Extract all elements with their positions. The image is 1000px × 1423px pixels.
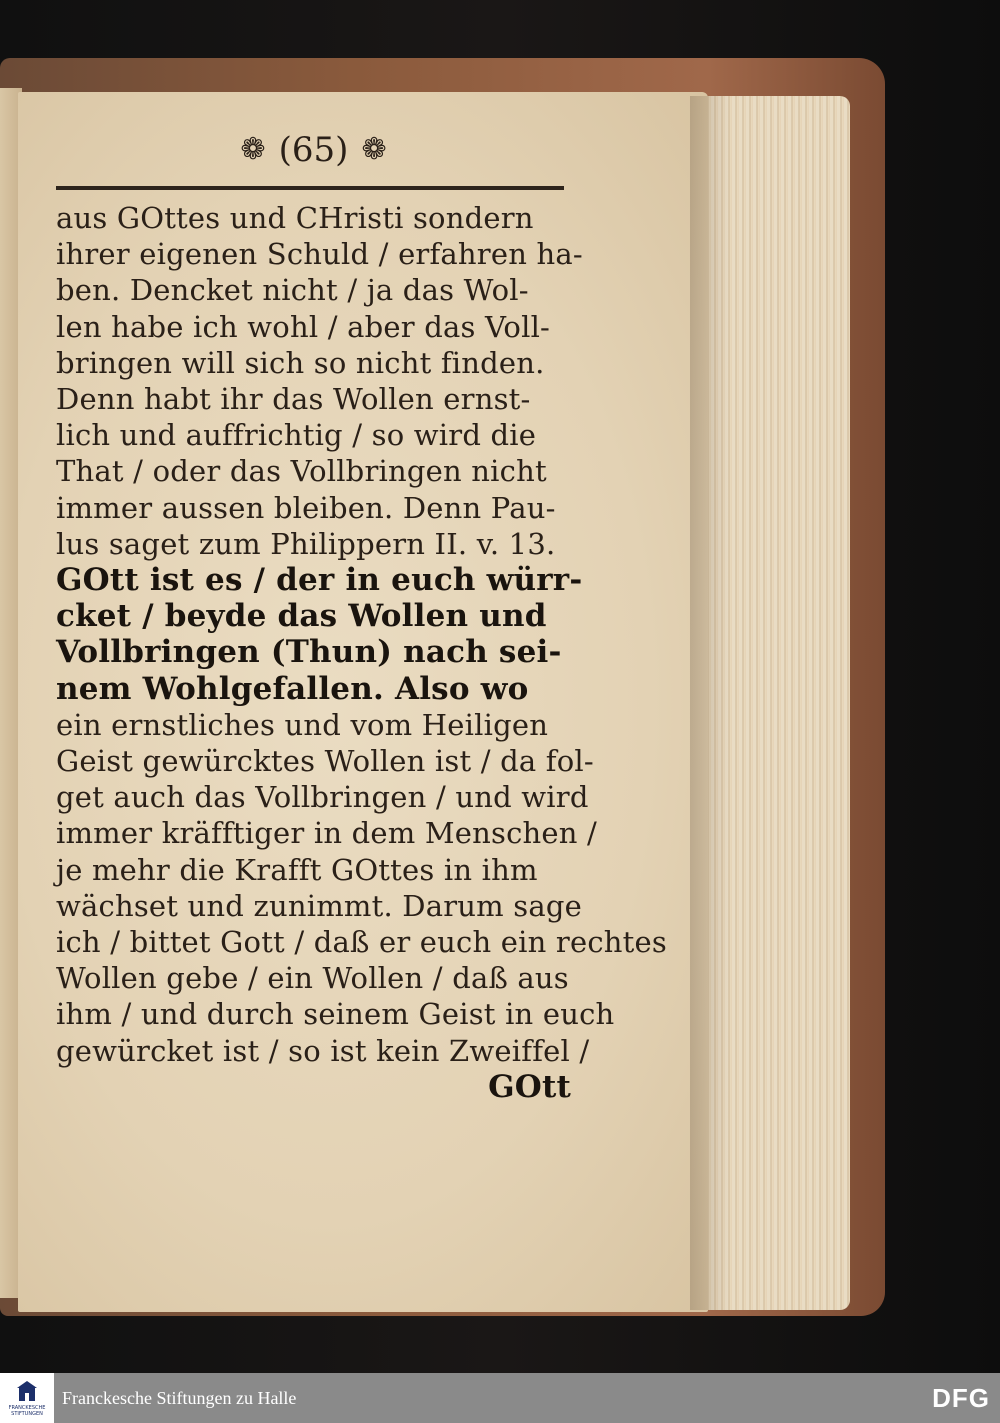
- institution-logo[interactable]: [0, 1373, 54, 1423]
- page-header: [56, 130, 571, 176]
- text-line: ihrer eigenen Schuld / erfahren ha-: [56, 237, 583, 272]
- text-line: immer kräfftiger in dem Menschen /: [56, 816, 598, 851]
- flower-ornament-icon: ❁: [361, 132, 387, 167]
- book-page: [18, 92, 708, 1312]
- header-rule: [56, 186, 564, 190]
- text-line: GOtt ist es / der in euch würr-: [56, 562, 583, 598]
- text-line: nem Wohlgefallen. Also wo: [56, 670, 529, 707]
- text-line: je mehr die Krafft GOttes in ihm: [56, 852, 538, 887]
- gutter-shadow: [690, 96, 730, 1310]
- text-line: bringen will sich so nicht finden.: [56, 345, 545, 380]
- text-line: ben. Dencket nicht / ja das Wol-: [56, 273, 529, 308]
- text-line: Wollen gebe / ein Wollen / daß aus: [56, 961, 569, 996]
- text-line: ihm / und durch seinem Geist in euch: [56, 997, 615, 1032]
- catchword: GOtt: [488, 1068, 571, 1105]
- page-number: (65): [278, 130, 349, 170]
- text-line: That / oder das Vollbringen nicht: [56, 454, 547, 489]
- text-line: ich / bittet Gott / daß er euch ein rechtes: [56, 925, 667, 959]
- dfg-logo[interactable]: DFG: [932, 1383, 990, 1413]
- footer-bar: [0, 1373, 1000, 1423]
- text-line: Geist gewürcktes Wollen ist / da fol-: [56, 744, 594, 778]
- text-line: ein ernstliches und vom Heiligen: [56, 707, 549, 742]
- text-line: cket / beyde das Wollen und: [56, 598, 547, 635]
- text-line: lich und auffrichtig / so wird die: [56, 418, 537, 453]
- orphanage-building-icon: [15, 1379, 39, 1403]
- text-line: aus GOttes und CHristi sondern: [56, 201, 534, 235]
- text-line: gewürcket ist / so ist kein Zweiffel /: [56, 1033, 590, 1068]
- text-line: wächset und zunimmt. Darum sage: [56, 888, 582, 923]
- text-line: get auch das Vollbringen / und wird: [56, 780, 589, 815]
- text-line: Vollbringen (Thun) nach sei-: [56, 634, 562, 671]
- text-line: lus saget zum Philippern II. v. 13.: [56, 526, 556, 561]
- text-line: immer aussen bleiben. Denn Pau-: [56, 490, 556, 525]
- flower-ornament-icon: ❁: [240, 132, 266, 167]
- text-line: Denn habt ihr das Wollen ernst-: [56, 382, 531, 416]
- footer-label: Franckesche Stiftungen zu Halle: [62, 1388, 297, 1408]
- text-line: len habe ich wohl / aber das Voll-: [56, 309, 551, 344]
- logo-text: FRANCKESCHE STIFTUNGEN: [8, 1405, 46, 1417]
